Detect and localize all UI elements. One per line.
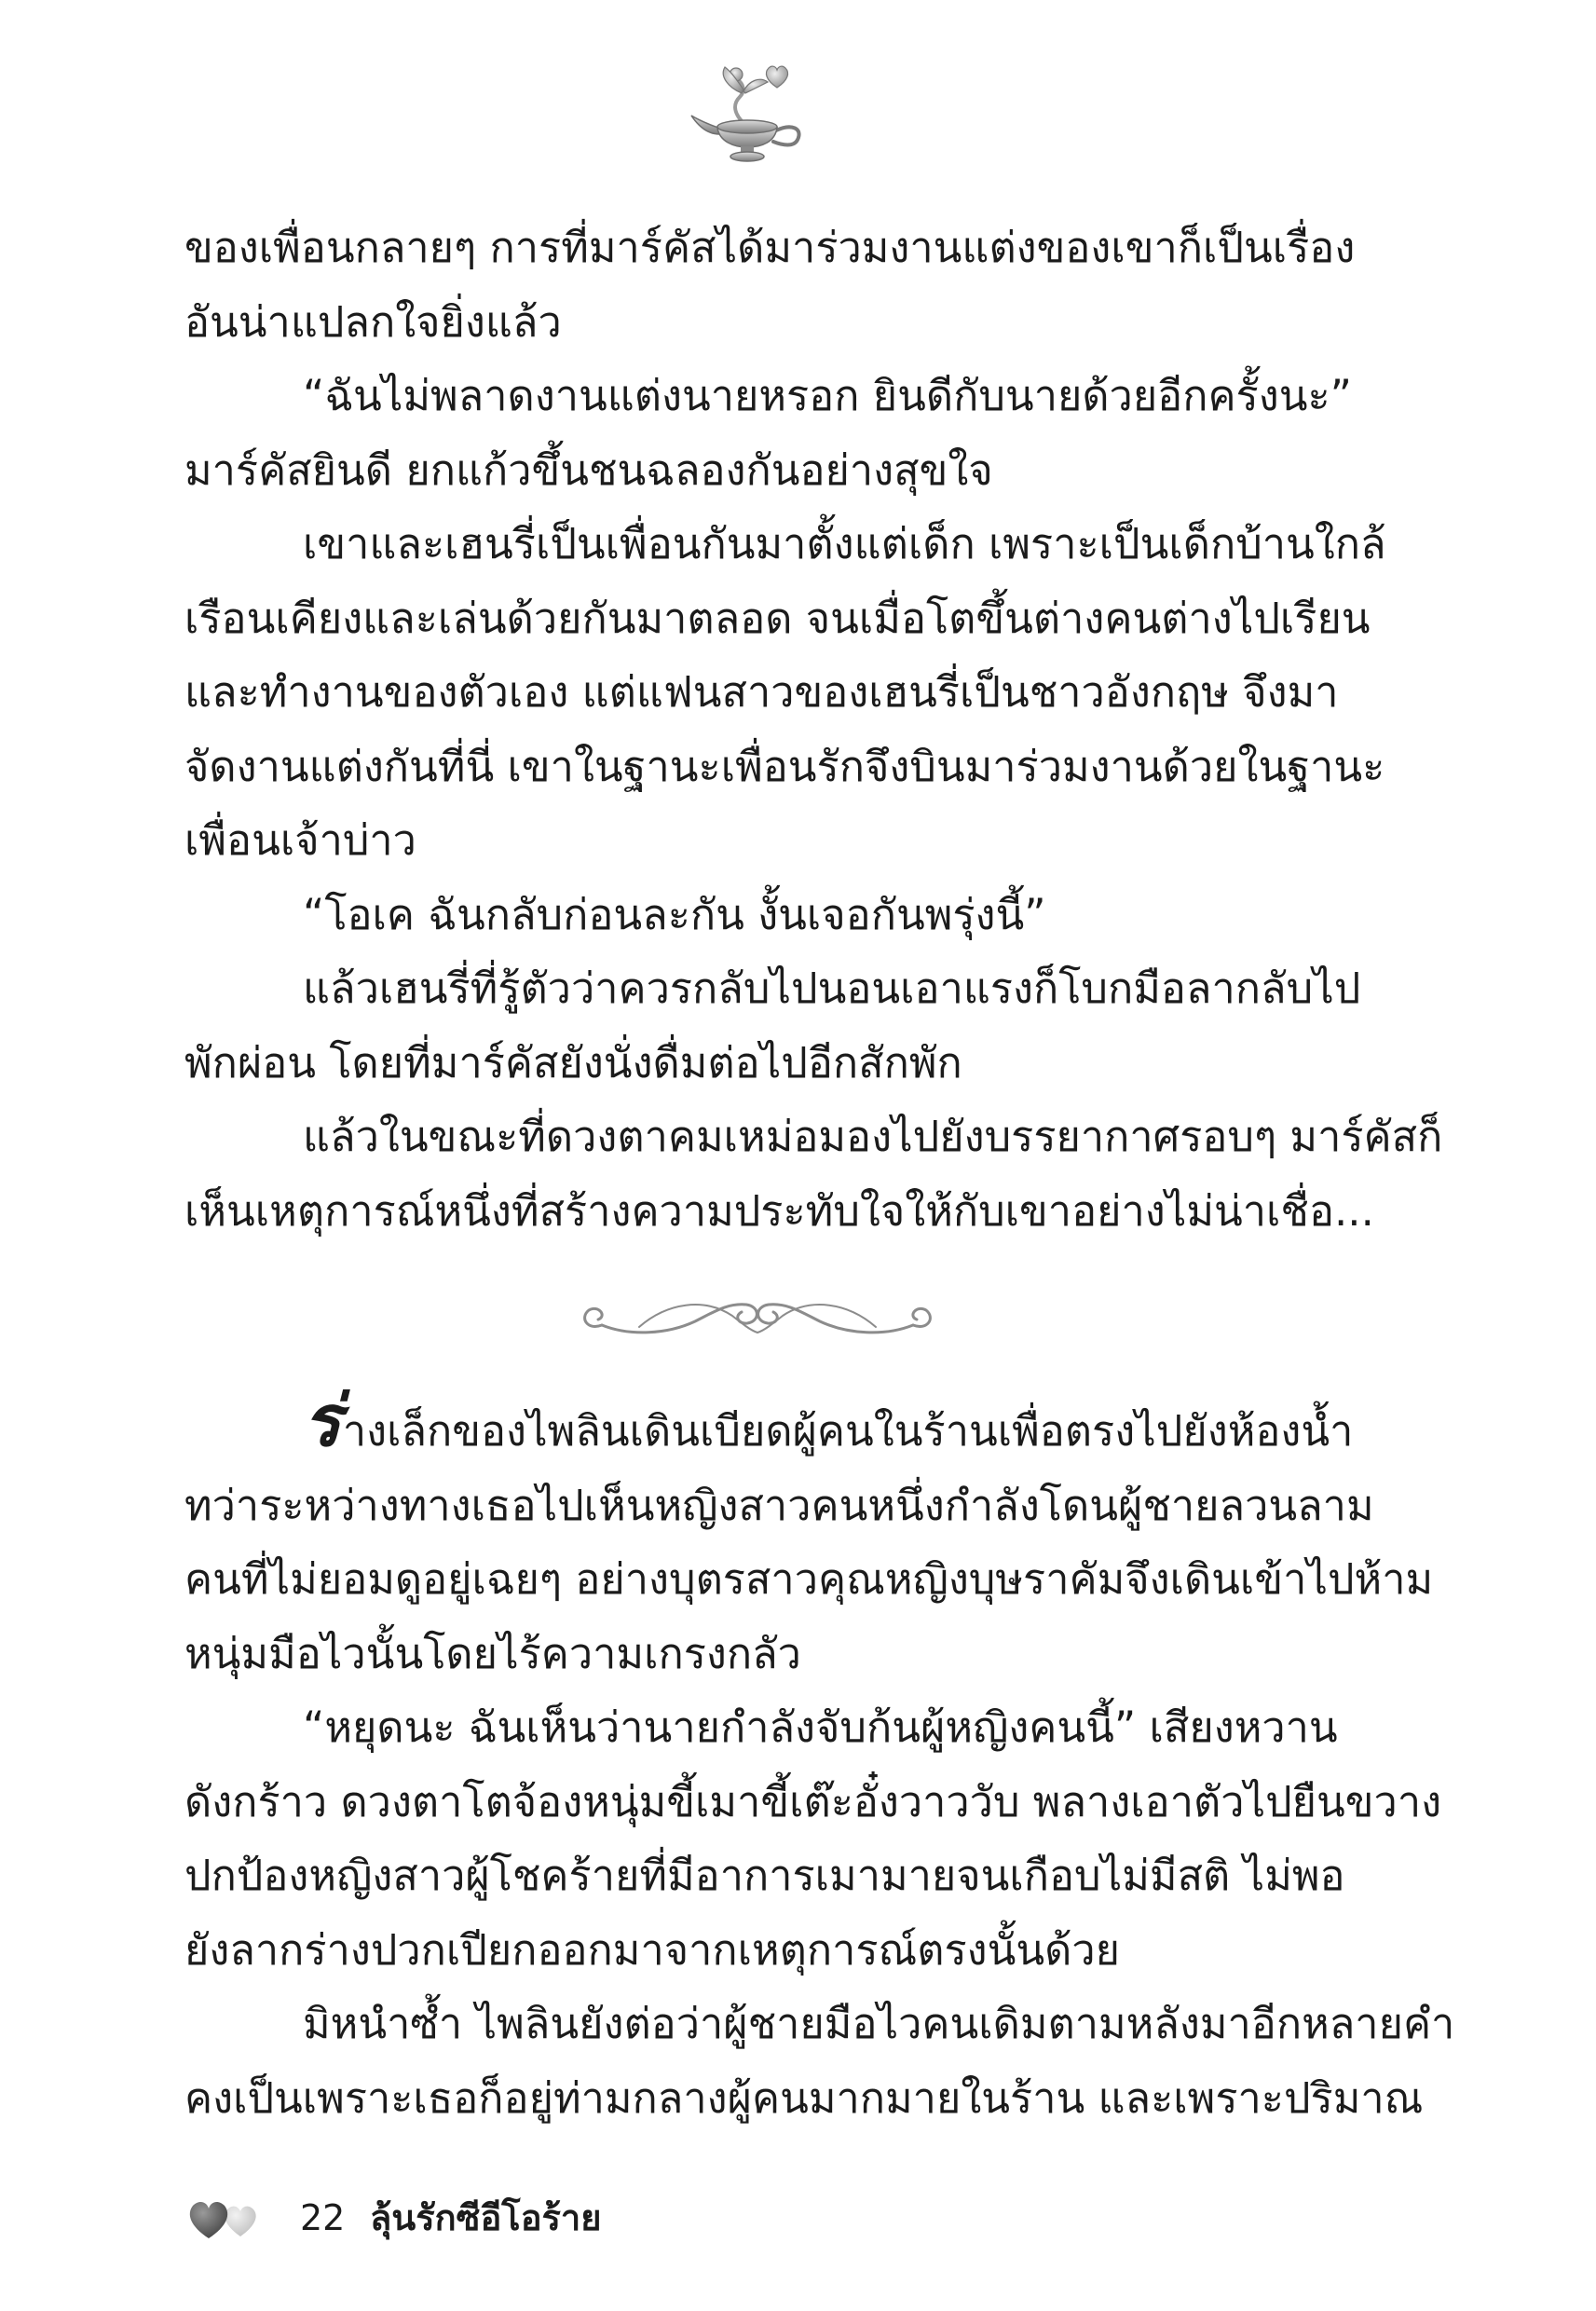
text-line: เขาและเฮนรี่เป็นเพื่อนกันมาตั้งแต่เด็ก เพราะเป็นเด็กบ้านใกล้ [303, 519, 1386, 568]
text-line: มิหนำซ้ำ ไพลินยังต่อว่าผู้ชายมือไวคนเดิมตามหลังมาอีกหลายคำ [303, 1999, 1455, 2048]
text-line: มาร์คัสยินดี ยกแก้วขึ้นชนฉลองกันอย่างสุขใจ [184, 444, 993, 495]
paragraph [184, 1379, 1434, 1690]
text-line: ของเพื่อนกลายๆ การที่มาร์คัสได้มาร่วมงานแต่งของเขาก็เป็นเรื่อง [184, 223, 1356, 272]
text-line: “โอเค ฉันกลับก่อนละกัน งั้นเจอกันพรุ่งนี้” [303, 889, 1046, 939]
text-line: แล้วเฮนรี่ที่รู้ตัวว่าควรกลับไปนอนเอาแรงก็โบกมือลากลับไป [303, 964, 1361, 1013]
hearts-icon [184, 2195, 268, 2242]
magic-lamp-icon [688, 56, 809, 168]
paragraph [184, 359, 1352, 507]
paragraph [184, 878, 1323, 952]
book-title: ลุ้นรักซีอีโอร้าย [370, 2197, 602, 2238]
flourish-ornament-icon [574, 1284, 941, 1351]
text-line: “ฉันไม่พลาดงานแต่งนายหรอก ยินดีกับนายด้วยอีกครั้งนะ” [303, 371, 1352, 420]
text-section [184, 1379, 1455, 2135]
text-line: หนุ่มมือไวนั้นโดยไร้ความเกรงกลัว [184, 1628, 801, 1678]
page-number: 22 [300, 2197, 346, 2238]
text-line: และทำงานของตัวเอง แต่แฟนสาวของเฮนรี่เป็นชาวอังกฤษ จึงมา [184, 667, 1339, 717]
text-section [184, 211, 1443, 1248]
text-line: ทว่าระหว่างทางเธอไปเห็นหญิงสาวคนหนึ่งกำลังโดนผู้ชายลวนลาม [184, 1480, 1374, 1530]
text-line [184, 1379, 1354, 1469]
text-line: เพื่อนเจ้าบ่าว [184, 815, 416, 865]
text-line: ดังกร้าว ดวงตาโตจ้องหนุ่มขี้เมาขี้เต๊ะอั๋งวาววับ พลางเอาตัวไปยืนขวาง [184, 1776, 1442, 1826]
paragraph [184, 507, 1386, 878]
text-line: คงเป็นเพราะเธอก็อยู่ท่ามกลางผู้คนมากมายในร้าน และเพราะปริมาณ [184, 2072, 1424, 2123]
text-line: อันน่าแปลกใจยิ่งแล้ว [184, 296, 562, 347]
text-line: จัดงานแต่งกันที่นี่ เขาในฐานะเพื่อนรักจึงบินมาร่วมงานด้วยในฐานะ [184, 741, 1385, 791]
text-line: คนที่ไม่ยอมดูอยู่เฉยๆ อย่างบุตรสาวคุณหญิงบุษราคัมจึงเดินเข้าไปห้าม [184, 1554, 1434, 1604]
paragraph [184, 1100, 1443, 1248]
paragraph [184, 951, 1361, 1100]
paragraph [184, 1690, 1442, 1987]
text-line: เรือนเคียงและเล่นด้วยกันมาตลอด จนเมื่อโตขึ้นต่างคนต่างไปเรียน [184, 593, 1371, 643]
text-line: ยังลากร่างปวกเปียกออกมาจากเหตุการณ์ตรงนั้นด้วย [184, 1924, 1121, 1975]
text-line: “หยุดนะ ฉันเห็นว่านายกำลังจับก้นผู้หญิงคนนี้” เสียงหวาน [303, 1702, 1338, 1752]
paragraph [184, 1987, 1455, 2135]
text-line: ปกป้องหญิงสาวผู้โชคร้ายที่มีอาการเมามายจนเกือบไม่มีสติ ไม่พอ [184, 1851, 1345, 1900]
text-line: พักผ่อน โดยที่มาร์คัสยังนั่งดื่มต่อไปอีกสักพัก [184, 1037, 962, 1087]
text-line-content: างเล็กของไพลินเดินเบียดผู้คนในร้านเพื่อตรงไปยังห้องน้ำ [342, 1406, 1354, 1456]
text-line: แล้วในขณะที่ดวงตาคมเหม่อมองไปยังบรรยากาศรอบๆ มาร์คัสก็ [303, 1112, 1443, 1161]
text-line: เห็นเหตุการณ์หนึ่งที่สร้างความประทับใจให้กับเขาอย่างไม่น่าเชื่อ... [184, 1185, 1374, 1236]
drop-cap: ร่ [303, 1379, 341, 1462]
paragraph [184, 211, 1356, 359]
